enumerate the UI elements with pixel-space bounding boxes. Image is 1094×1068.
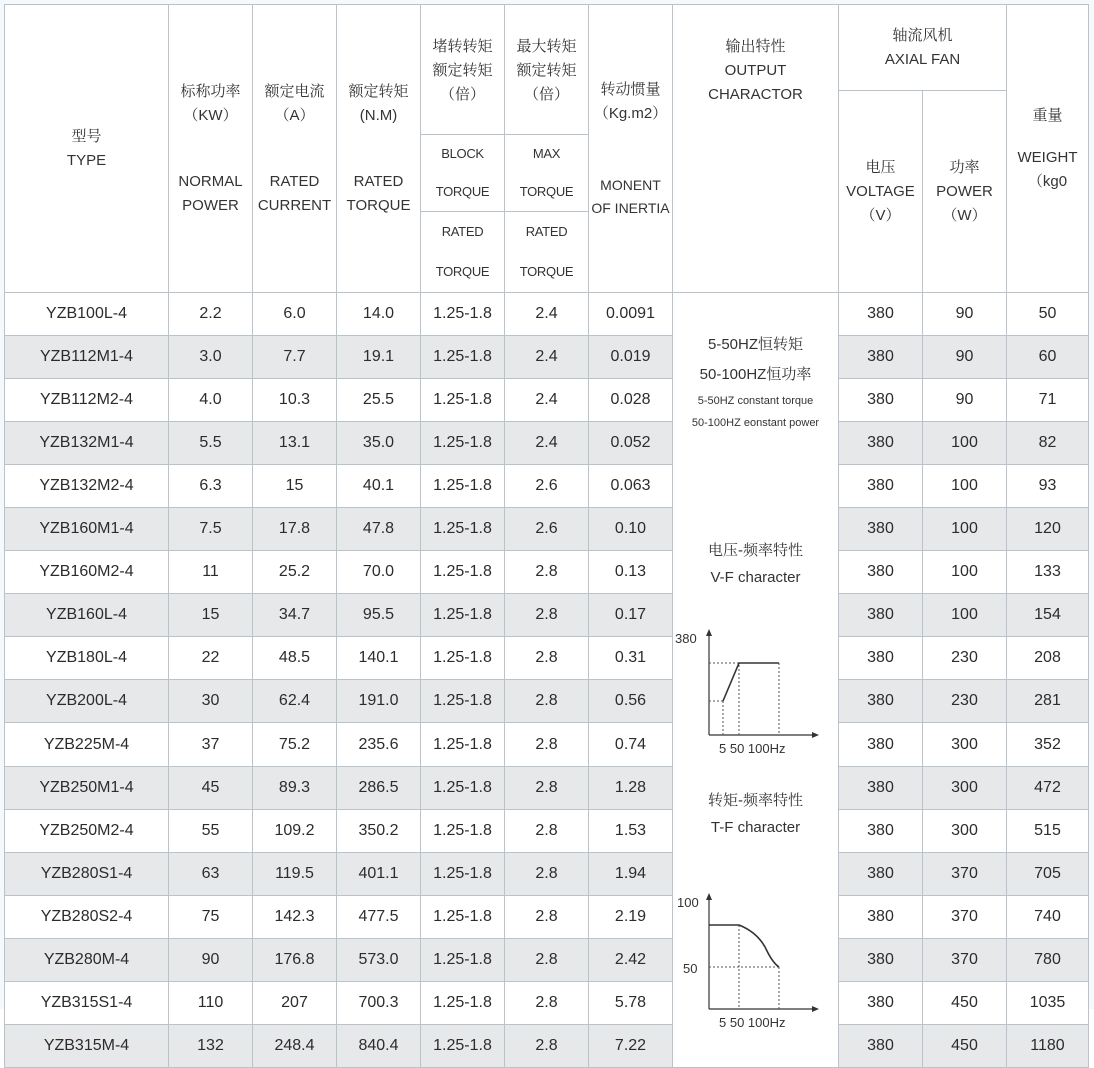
cell-type: YZB250M1-4 xyxy=(5,767,169,810)
header-torque-unit: (N.M) xyxy=(359,106,398,124)
cell-type: YZB160L-4 xyxy=(5,594,169,637)
header-voltage-en: VOLTAGE xyxy=(846,182,915,200)
cell-power: 11 xyxy=(169,551,253,594)
cell-max-torque: 2.8 xyxy=(505,767,589,810)
cell-weight: 515 xyxy=(1007,810,1089,853)
header-current-unit: （A） xyxy=(274,106,315,124)
header-inertia-unit: （Kg.m2） xyxy=(593,105,668,123)
cell-torque: 95.5 xyxy=(337,594,421,637)
cell-inertia: 0.052 xyxy=(589,422,673,465)
cell-torque: 35.0 xyxy=(337,422,421,465)
cell-current: 13.1 xyxy=(253,422,337,465)
cell-block-torque: 1.25-1.8 xyxy=(421,379,505,422)
vf-curve xyxy=(723,663,779,701)
cell-current: 75.2 xyxy=(253,723,337,767)
cell-block-torque: 1.25-1.8 xyxy=(421,982,505,1025)
table-body xyxy=(5,293,1089,1068)
cell-fan-power: 100 xyxy=(923,551,1007,594)
cell-block-torque: 1.25-1.8 xyxy=(421,422,505,465)
cell-max-torque: 2.8 xyxy=(505,939,589,982)
cell-inertia: 0.019 xyxy=(589,336,673,379)
cell-power: 6.3 xyxy=(169,465,253,508)
cell-max-torque: 2.8 xyxy=(505,680,589,723)
cell-fan-voltage: 380 xyxy=(839,293,923,336)
cell-fan-voltage: 380 xyxy=(839,982,923,1025)
cell-fan-voltage: 380 xyxy=(839,637,923,680)
cell-current: 207 xyxy=(253,982,337,1025)
cell-weight: 71 xyxy=(1007,379,1089,422)
cell-weight: 1035 xyxy=(1007,982,1089,1025)
cell-max-torque: 2.8 xyxy=(505,637,589,680)
tf-y-label-mid: 50 xyxy=(683,961,698,976)
cell-fan-power: 300 xyxy=(923,723,1007,767)
cell-max-torque: 2.8 xyxy=(505,723,589,767)
table-row xyxy=(5,982,1089,1025)
cell-weight: 780 xyxy=(1007,939,1089,982)
cell-power: 22 xyxy=(169,637,253,680)
cell-block-torque: 1.25-1.8 xyxy=(421,680,505,723)
cell-fan-power: 100 xyxy=(923,594,1007,637)
cell-fan-voltage: 380 xyxy=(839,723,923,767)
header-block-en xyxy=(421,135,505,293)
cell-power: 2.2 xyxy=(169,293,253,336)
header-weight-en: WEIGHT xyxy=(1017,148,1078,166)
cell-weight: 120 xyxy=(1007,508,1089,551)
cell-current: 48.5 xyxy=(253,637,337,680)
table-row xyxy=(5,637,1089,680)
header-current xyxy=(253,5,337,293)
cell-inertia: 2.19 xyxy=(589,896,673,939)
cell-block-torque: 1.25-1.8 xyxy=(421,939,505,982)
header-inertia-cn: 转动惯量 xyxy=(600,81,661,99)
cell-fan-voltage: 380 xyxy=(839,551,923,594)
cell-type: YZB180L-4 xyxy=(5,637,169,680)
cell-max-torque: 2.4 xyxy=(505,336,589,379)
cell-power: 55 xyxy=(169,810,253,853)
cell-fan-power: 100 xyxy=(923,422,1007,465)
motor-spec-table xyxy=(4,4,1089,1068)
cell-max-torque: 2.4 xyxy=(505,422,589,465)
cell-fan-voltage: 380 xyxy=(839,896,923,939)
cell-torque: 235.6 xyxy=(337,723,421,767)
cell-block-torque: 1.25-1.8 xyxy=(421,508,505,551)
cell-fan-voltage: 380 xyxy=(839,379,923,422)
cell-current: 17.8 xyxy=(253,508,337,551)
cell-block-torque: 1.25-1.8 xyxy=(421,293,505,336)
table-row xyxy=(5,508,1089,551)
header-inertia-en-1: MONENT xyxy=(600,177,661,194)
header-voltage-unit: （V） xyxy=(860,206,901,224)
table-row xyxy=(5,465,1089,508)
header-type-cn: 型号 xyxy=(71,127,102,145)
table-row xyxy=(5,293,1089,336)
cell-current: 119.5 xyxy=(253,853,337,896)
header-power-en-2: POWER xyxy=(182,196,239,214)
output-cell xyxy=(673,293,839,1068)
header-block-cn-2: 额定转矩 xyxy=(432,62,493,79)
cell-weight: 705 xyxy=(1007,853,1089,896)
cell-fan-power: 230 xyxy=(923,680,1007,723)
cell-power: 5.5 xyxy=(169,422,253,465)
cell-fan-power: 90 xyxy=(923,379,1007,422)
cell-current: 15 xyxy=(253,465,337,508)
cell-weight: 154 xyxy=(1007,594,1089,637)
cell-power: 110 xyxy=(169,982,253,1025)
cell-block-torque: 1.25-1.8 xyxy=(421,853,505,896)
table-row xyxy=(5,594,1089,637)
table-row xyxy=(5,939,1089,982)
cell-fan-voltage: 380 xyxy=(839,1025,923,1068)
cell-fan-power: 90 xyxy=(923,336,1007,379)
header-voltage xyxy=(839,91,923,293)
cell-max-torque: 2.6 xyxy=(505,465,589,508)
cell-power: 63 xyxy=(169,853,253,896)
table-row xyxy=(5,853,1089,896)
cell-fan-power: 100 xyxy=(923,508,1007,551)
header-weight-cn: 重量 xyxy=(1032,106,1063,124)
cell-max-torque: 2.4 xyxy=(505,379,589,422)
cell-type: YZB132M2-4 xyxy=(5,465,169,508)
cell-weight: 740 xyxy=(1007,896,1089,939)
cell-block-torque: 1.25-1.8 xyxy=(421,465,505,508)
cell-block-torque: 1.25-1.8 xyxy=(421,1025,505,1068)
cell-fan-voltage: 380 xyxy=(839,939,923,982)
cell-power: 7.5 xyxy=(169,508,253,551)
table-row xyxy=(5,379,1089,422)
header-output-cn: 输出特性 xyxy=(725,38,786,55)
tf-title-en: T-F character xyxy=(710,819,801,836)
tf-x-arrow xyxy=(812,1006,819,1012)
header-max-cn-1: 最大转矩 xyxy=(516,38,577,55)
table-row xyxy=(5,723,1089,767)
tf-curve xyxy=(709,925,779,967)
tf-chart xyxy=(673,883,839,1033)
cell-inertia: 1.94 xyxy=(589,853,673,896)
cell-current: 142.3 xyxy=(253,896,337,939)
cell-current: 176.8 xyxy=(253,939,337,982)
cell-inertia: 0.17 xyxy=(589,594,673,637)
header-fanpower-unit: （W） xyxy=(942,206,987,224)
cell-type: YZB280M-4 xyxy=(5,939,169,982)
cell-fan-voltage: 380 xyxy=(839,508,923,551)
header-block-cn xyxy=(421,5,505,135)
cell-fan-power: 300 xyxy=(923,767,1007,810)
cell-power: 132 xyxy=(169,1025,253,1068)
cell-block-torque: 1.25-1.8 xyxy=(421,551,505,594)
cell-type: YZB315S1-4 xyxy=(5,982,169,1025)
cell-max-torque: 2.8 xyxy=(505,853,589,896)
cell-block-torque: 1.25-1.8 xyxy=(421,637,505,680)
cell-type: YZB112M2-4 xyxy=(5,379,169,422)
cell-fan-voltage: 380 xyxy=(839,767,923,810)
cell-power: 75 xyxy=(169,896,253,939)
header-torque-en-1: RATED xyxy=(353,172,404,190)
cell-block-torque: 1.25-1.8 xyxy=(421,594,505,637)
header-max-en-2: RATED TORQUE xyxy=(519,224,574,279)
cell-inertia: 2.42 xyxy=(589,939,673,982)
cell-current: 62.4 xyxy=(253,680,337,723)
header-torque xyxy=(337,5,421,293)
header-type xyxy=(5,5,169,293)
cell-power: 37 xyxy=(169,723,253,767)
cell-block-torque: 1.25-1.8 xyxy=(421,767,505,810)
cell-fan-power: 370 xyxy=(923,853,1007,896)
cell-weight: 133 xyxy=(1007,551,1089,594)
vf-title-en: V-F character xyxy=(710,569,801,586)
output-line-2: 50-100HZ恒功率 xyxy=(699,366,812,383)
header-type-en: TYPE xyxy=(66,151,107,169)
cell-torque: 140.1 xyxy=(337,637,421,680)
cell-weight: 60 xyxy=(1007,336,1089,379)
cell-power: 3.0 xyxy=(169,336,253,379)
cell-torque: 47.8 xyxy=(337,508,421,551)
cell-torque: 573.0 xyxy=(337,939,421,982)
header-torque-en-2: TORQUE xyxy=(346,196,411,214)
cell-power: 45 xyxy=(169,767,253,810)
cell-max-torque: 2.8 xyxy=(505,1025,589,1068)
output-line-1: 5-50HZ恒转矩 xyxy=(707,336,804,353)
header-current-cn: 额定电流 xyxy=(264,82,325,100)
vf-y-label: 380 xyxy=(675,631,697,646)
header-output-en-1: OUTPUT xyxy=(724,62,787,79)
cell-block-torque: 1.25-1.8 xyxy=(421,336,505,379)
table-row xyxy=(5,422,1089,465)
header-max-cn-2: 额定转矩 xyxy=(516,62,577,79)
header-output xyxy=(673,5,839,293)
cell-fan-voltage: 380 xyxy=(839,594,923,637)
header-block-cn-3: （倍） xyxy=(439,86,485,103)
header-power-en-1: NORMAL xyxy=(178,172,243,190)
cell-inertia: 0.13 xyxy=(589,551,673,594)
cell-weight: 82 xyxy=(1007,422,1089,465)
cell-weight: 1180 xyxy=(1007,1025,1089,1068)
cell-fan-voltage: 380 xyxy=(839,810,923,853)
header-block-en-1: BLOCK TORQUE xyxy=(421,135,504,212)
cell-weight: 281 xyxy=(1007,680,1089,723)
cell-inertia: 1.28 xyxy=(589,767,673,810)
cell-max-torque: 2.8 xyxy=(505,896,589,939)
table-row xyxy=(5,551,1089,594)
cell-torque: 401.1 xyxy=(337,853,421,896)
cell-inertia: 0.31 xyxy=(589,637,673,680)
table-row xyxy=(5,1025,1089,1068)
cell-max-torque: 2.8 xyxy=(505,810,589,853)
cell-type: YZB112M1-4 xyxy=(5,336,169,379)
cell-torque: 700.3 xyxy=(337,982,421,1025)
header-current-en-1: RATED xyxy=(269,172,320,190)
cell-inertia: 0.74 xyxy=(589,723,673,767)
cell-block-torque: 1.25-1.8 xyxy=(421,723,505,767)
cell-fan-power: 450 xyxy=(923,982,1007,1025)
header-torque-cn: 额定转矩 xyxy=(348,82,409,100)
cell-torque: 477.5 xyxy=(337,896,421,939)
header-weight-unit: （kg0 xyxy=(1027,172,1068,190)
cell-type: YZB160M2-4 xyxy=(5,551,169,594)
table-row xyxy=(5,767,1089,810)
cell-torque: 840.4 xyxy=(337,1025,421,1068)
cell-torque: 191.0 xyxy=(337,680,421,723)
output-characteristics xyxy=(673,293,838,1067)
cell-torque: 286.5 xyxy=(337,767,421,810)
cell-fan-power: 450 xyxy=(923,1025,1007,1068)
vf-x-labels: 5 50 100Hz xyxy=(719,741,786,756)
cell-torque: 25.5 xyxy=(337,379,421,422)
cell-current: 34.7 xyxy=(253,594,337,637)
tf-x-labels: 5 50 100Hz xyxy=(719,1015,786,1030)
cell-type: YZB225M-4 xyxy=(5,723,169,767)
cell-weight: 208 xyxy=(1007,637,1089,680)
cell-inertia: 1.53 xyxy=(589,810,673,853)
cell-torque: 40.1 xyxy=(337,465,421,508)
table-row xyxy=(5,336,1089,379)
cell-weight: 50 xyxy=(1007,293,1089,336)
cell-torque: 70.0 xyxy=(337,551,421,594)
output-line-3: 5-50HZ constant torque xyxy=(697,395,814,407)
cell-block-torque: 1.25-1.8 xyxy=(421,896,505,939)
cell-current: 25.2 xyxy=(253,551,337,594)
header-fanpower-en: POWER xyxy=(936,182,993,200)
cell-fan-power: 370 xyxy=(923,896,1007,939)
header-block-en-2: RATED TORQUE xyxy=(435,224,490,279)
header-max-en-1: MAX TORQUE xyxy=(505,135,588,212)
cell-type: YZB132M1-4 xyxy=(5,422,169,465)
cell-current: 89.3 xyxy=(253,767,337,810)
header-max-cn xyxy=(505,5,589,135)
header-voltage-cn: 电压 xyxy=(865,158,896,176)
header-inertia xyxy=(589,5,673,293)
cell-inertia: 0.0091 xyxy=(589,293,673,336)
tf-y-arrow xyxy=(706,893,712,900)
header-fanpower-cn: 功率 xyxy=(949,158,980,176)
cell-type: YZB160M1-4 xyxy=(5,508,169,551)
output-line-4: 50-100HZ eonstant power xyxy=(691,417,820,429)
cell-weight: 352 xyxy=(1007,723,1089,767)
cell-max-torque: 2.8 xyxy=(505,594,589,637)
cell-fan-power: 100 xyxy=(923,465,1007,508)
cell-fan-voltage: 380 xyxy=(839,336,923,379)
cell-fan-voltage: 380 xyxy=(839,465,923,508)
cell-fan-voltage: 380 xyxy=(839,853,923,896)
cell-weight: 93 xyxy=(1007,465,1089,508)
cell-power: 4.0 xyxy=(169,379,253,422)
cell-fan-voltage: 380 xyxy=(839,680,923,723)
cell-torque: 19.1 xyxy=(337,336,421,379)
cell-type: YZB200L-4 xyxy=(5,680,169,723)
header-inertia-en-2: OF INERTIA xyxy=(591,199,670,216)
table-row xyxy=(5,680,1089,723)
header-fan-cn: 轴流风机 xyxy=(892,26,953,44)
header-output-en-2: CHARACTOR xyxy=(708,86,803,103)
tf-y-label-top: 100 xyxy=(677,895,699,910)
cell-current: 10.3 xyxy=(253,379,337,422)
cell-max-torque: 2.6 xyxy=(505,508,589,551)
cell-fan-power: 300 xyxy=(923,810,1007,853)
vf-title-cn: 电压-频率特性 xyxy=(708,542,803,559)
cell-power: 30 xyxy=(169,680,253,723)
header-weight xyxy=(1007,5,1089,293)
cell-fan-power: 370 xyxy=(923,939,1007,982)
cell-max-torque: 2.4 xyxy=(505,293,589,336)
table-row xyxy=(5,896,1089,939)
cell-inertia: 0.56 xyxy=(589,680,673,723)
cell-weight: 472 xyxy=(1007,767,1089,810)
cell-type: YZB100L-4 xyxy=(5,293,169,336)
cell-current: 109.2 xyxy=(253,810,337,853)
header-power-cn: 标称功率 xyxy=(180,82,241,100)
vf-chart xyxy=(673,619,839,759)
header-block-cn-1: 堵转转矩 xyxy=(432,38,493,55)
cell-fan-voltage: 380 xyxy=(839,422,923,465)
cell-max-torque: 2.8 xyxy=(505,982,589,1025)
cell-block-torque: 1.25-1.8 xyxy=(421,810,505,853)
cell-inertia: 0.063 xyxy=(589,465,673,508)
cell-power: 15 xyxy=(169,594,253,637)
cell-inertia: 0.10 xyxy=(589,508,673,551)
cell-fan-power: 90 xyxy=(923,293,1007,336)
header-max-en xyxy=(505,135,589,293)
cell-max-torque: 2.8 xyxy=(505,551,589,594)
cell-torque: 14.0 xyxy=(337,293,421,336)
cell-type: YZB280S2-4 xyxy=(5,896,169,939)
cell-current: 7.7 xyxy=(253,336,337,379)
header-max-cn-3: （倍） xyxy=(523,86,569,103)
header-power-unit: （KW） xyxy=(183,106,238,124)
table-row xyxy=(5,810,1089,853)
cell-inertia: 7.22 xyxy=(589,1025,673,1068)
cell-type: YZB280S1-4 xyxy=(5,853,169,896)
vf-y-arrow xyxy=(706,629,712,636)
cell-inertia: 5.78 xyxy=(589,982,673,1025)
cell-type: YZB315M-4 xyxy=(5,1025,169,1068)
header-power xyxy=(169,5,253,293)
tf-title-cn: 转矩-频率特性 xyxy=(708,792,803,809)
header-current-en-2: CURRENT xyxy=(257,196,332,214)
cell-torque: 350.2 xyxy=(337,810,421,853)
header-fan-en: AXIAL FAN xyxy=(884,50,961,68)
cell-current: 248.4 xyxy=(253,1025,337,1068)
cell-inertia: 0.028 xyxy=(589,379,673,422)
cell-fan-power: 230 xyxy=(923,637,1007,680)
vf-x-arrow xyxy=(812,732,819,738)
cell-power: 90 xyxy=(169,939,253,982)
cell-type: YZB250M2-4 xyxy=(5,810,169,853)
cell-current: 6.0 xyxy=(253,293,337,336)
header-fanpower xyxy=(923,91,1007,293)
header-fan xyxy=(839,5,1007,91)
